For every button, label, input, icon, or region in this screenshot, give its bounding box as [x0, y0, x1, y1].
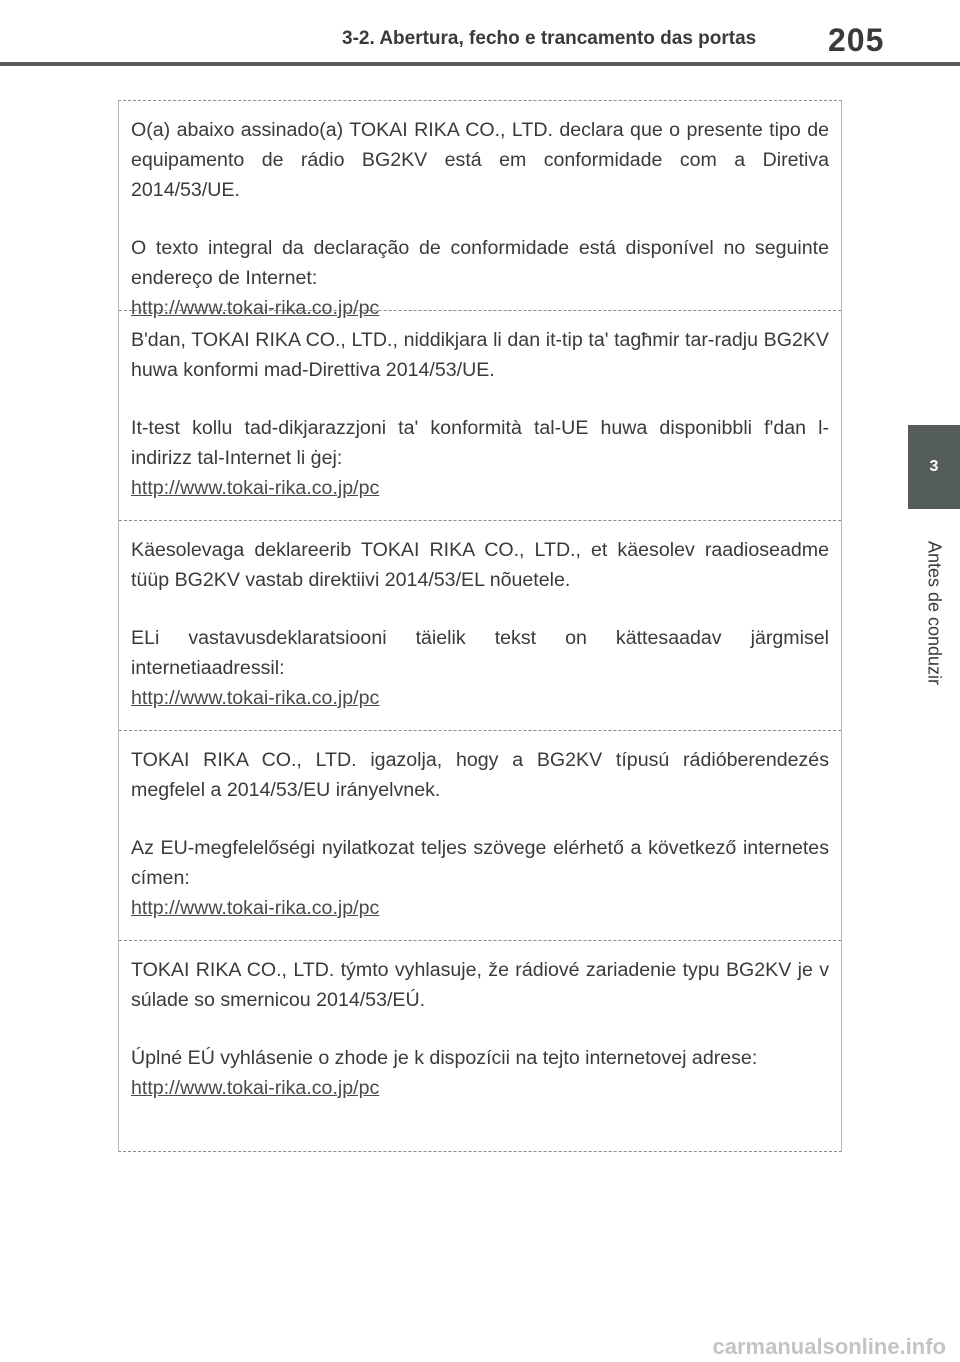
declaration-hungarian: [119, 731, 841, 941]
declaration-availability: O texto integral da declaração de conformidade está disponível no seguinte endereço de Internet:: [131, 237, 829, 289]
declaration-statement: O(a) abaixo assinado(a) TOKAI RIKA CO., LTD. declara que o presente tipo de equipamento de rádio BG2KV está em conformidade com a Diretiva 2014/53/UE.: [131, 119, 829, 201]
declarations-box: [118, 100, 842, 1152]
declaration-slovak: [119, 941, 841, 1151]
declaration-availability: It-test kollu tad-dikjarazzjoni ta' konformità tal-UE huwa disponibbli f'dan l-indirizz tal-Internet li ġej:: [131, 417, 829, 469]
declaration-statement: TOKAI RIKA CO., LTD. igazolja, hogy a BG2KV típusú rádióberendezés megfelel a 2014/53/EU irányelvnek.: [131, 749, 829, 801]
declaration-portuguese: [119, 101, 841, 319]
declaration-availability: Úplné EÚ vyhlásenie o zhode je k dispozícii na tejto internetovej adrese:: [131, 1047, 758, 1069]
declaration-maltese: [119, 311, 841, 521]
declaration-availability: Az EU-megfelelőségi nyilatkozat teljes szövege elérhető a következő internetes címen:: [131, 837, 829, 889]
chapter-label: Antes de conduzir: [924, 540, 945, 686]
chapter-tab[interactable]: [908, 425, 960, 509]
watermark-logo: carmanualsonline.info: [712, 1334, 946, 1359]
declaration-url-link[interactable]: http://www.tokai-rika.co.jp/pc: [131, 1077, 380, 1099]
chapter-number: 3: [929, 458, 939, 475]
page-header: [0, 0, 960, 68]
declaration-availability: ELi vastavusdeklaratsiooni täielik tekst on kättesaadav järgmisel internetiaadressil:: [131, 627, 829, 679]
declaration-url-link[interactable]: http://www.tokai-rika.co.jp/pc: [131, 477, 380, 499]
page-number: 205: [828, 22, 885, 58]
declaration-url-link[interactable]: http://www.tokai-rika.co.jp/pc: [131, 297, 380, 319]
header-rule: [0, 62, 960, 66]
declaration-statement: Käesolevaga deklareerib TOKAI RIKA CO., LTD., et käesolev raadioseadme tüüp BG2KV vastab direktiivi 2014/53/EL nõuetele.: [131, 539, 829, 591]
declaration-statement: TOKAI RIKA CO., LTD. týmto vyhlasuje, že rádiové zariadenie typu BG2KV je v súlade so smernicou 2014/53/EÚ.: [131, 959, 829, 1011]
declaration-estonian: [119, 521, 841, 731]
declaration-url-link[interactable]: http://www.tokai-rika.co.jp/pc: [131, 897, 380, 919]
declaration-statement: B'dan, TOKAI RIKA CO., LTD., niddikjara li dan it-tip ta' tagħmir tar-radju BG2KV huwa konformi mad-Direttiva 2014/53/UE.: [131, 329, 829, 381]
declaration-url-link[interactable]: http://www.tokai-rika.co.jp/pc: [131, 687, 380, 709]
section-title: 3-2. Abertura, fecho e trancamento das portas: [342, 28, 757, 49]
